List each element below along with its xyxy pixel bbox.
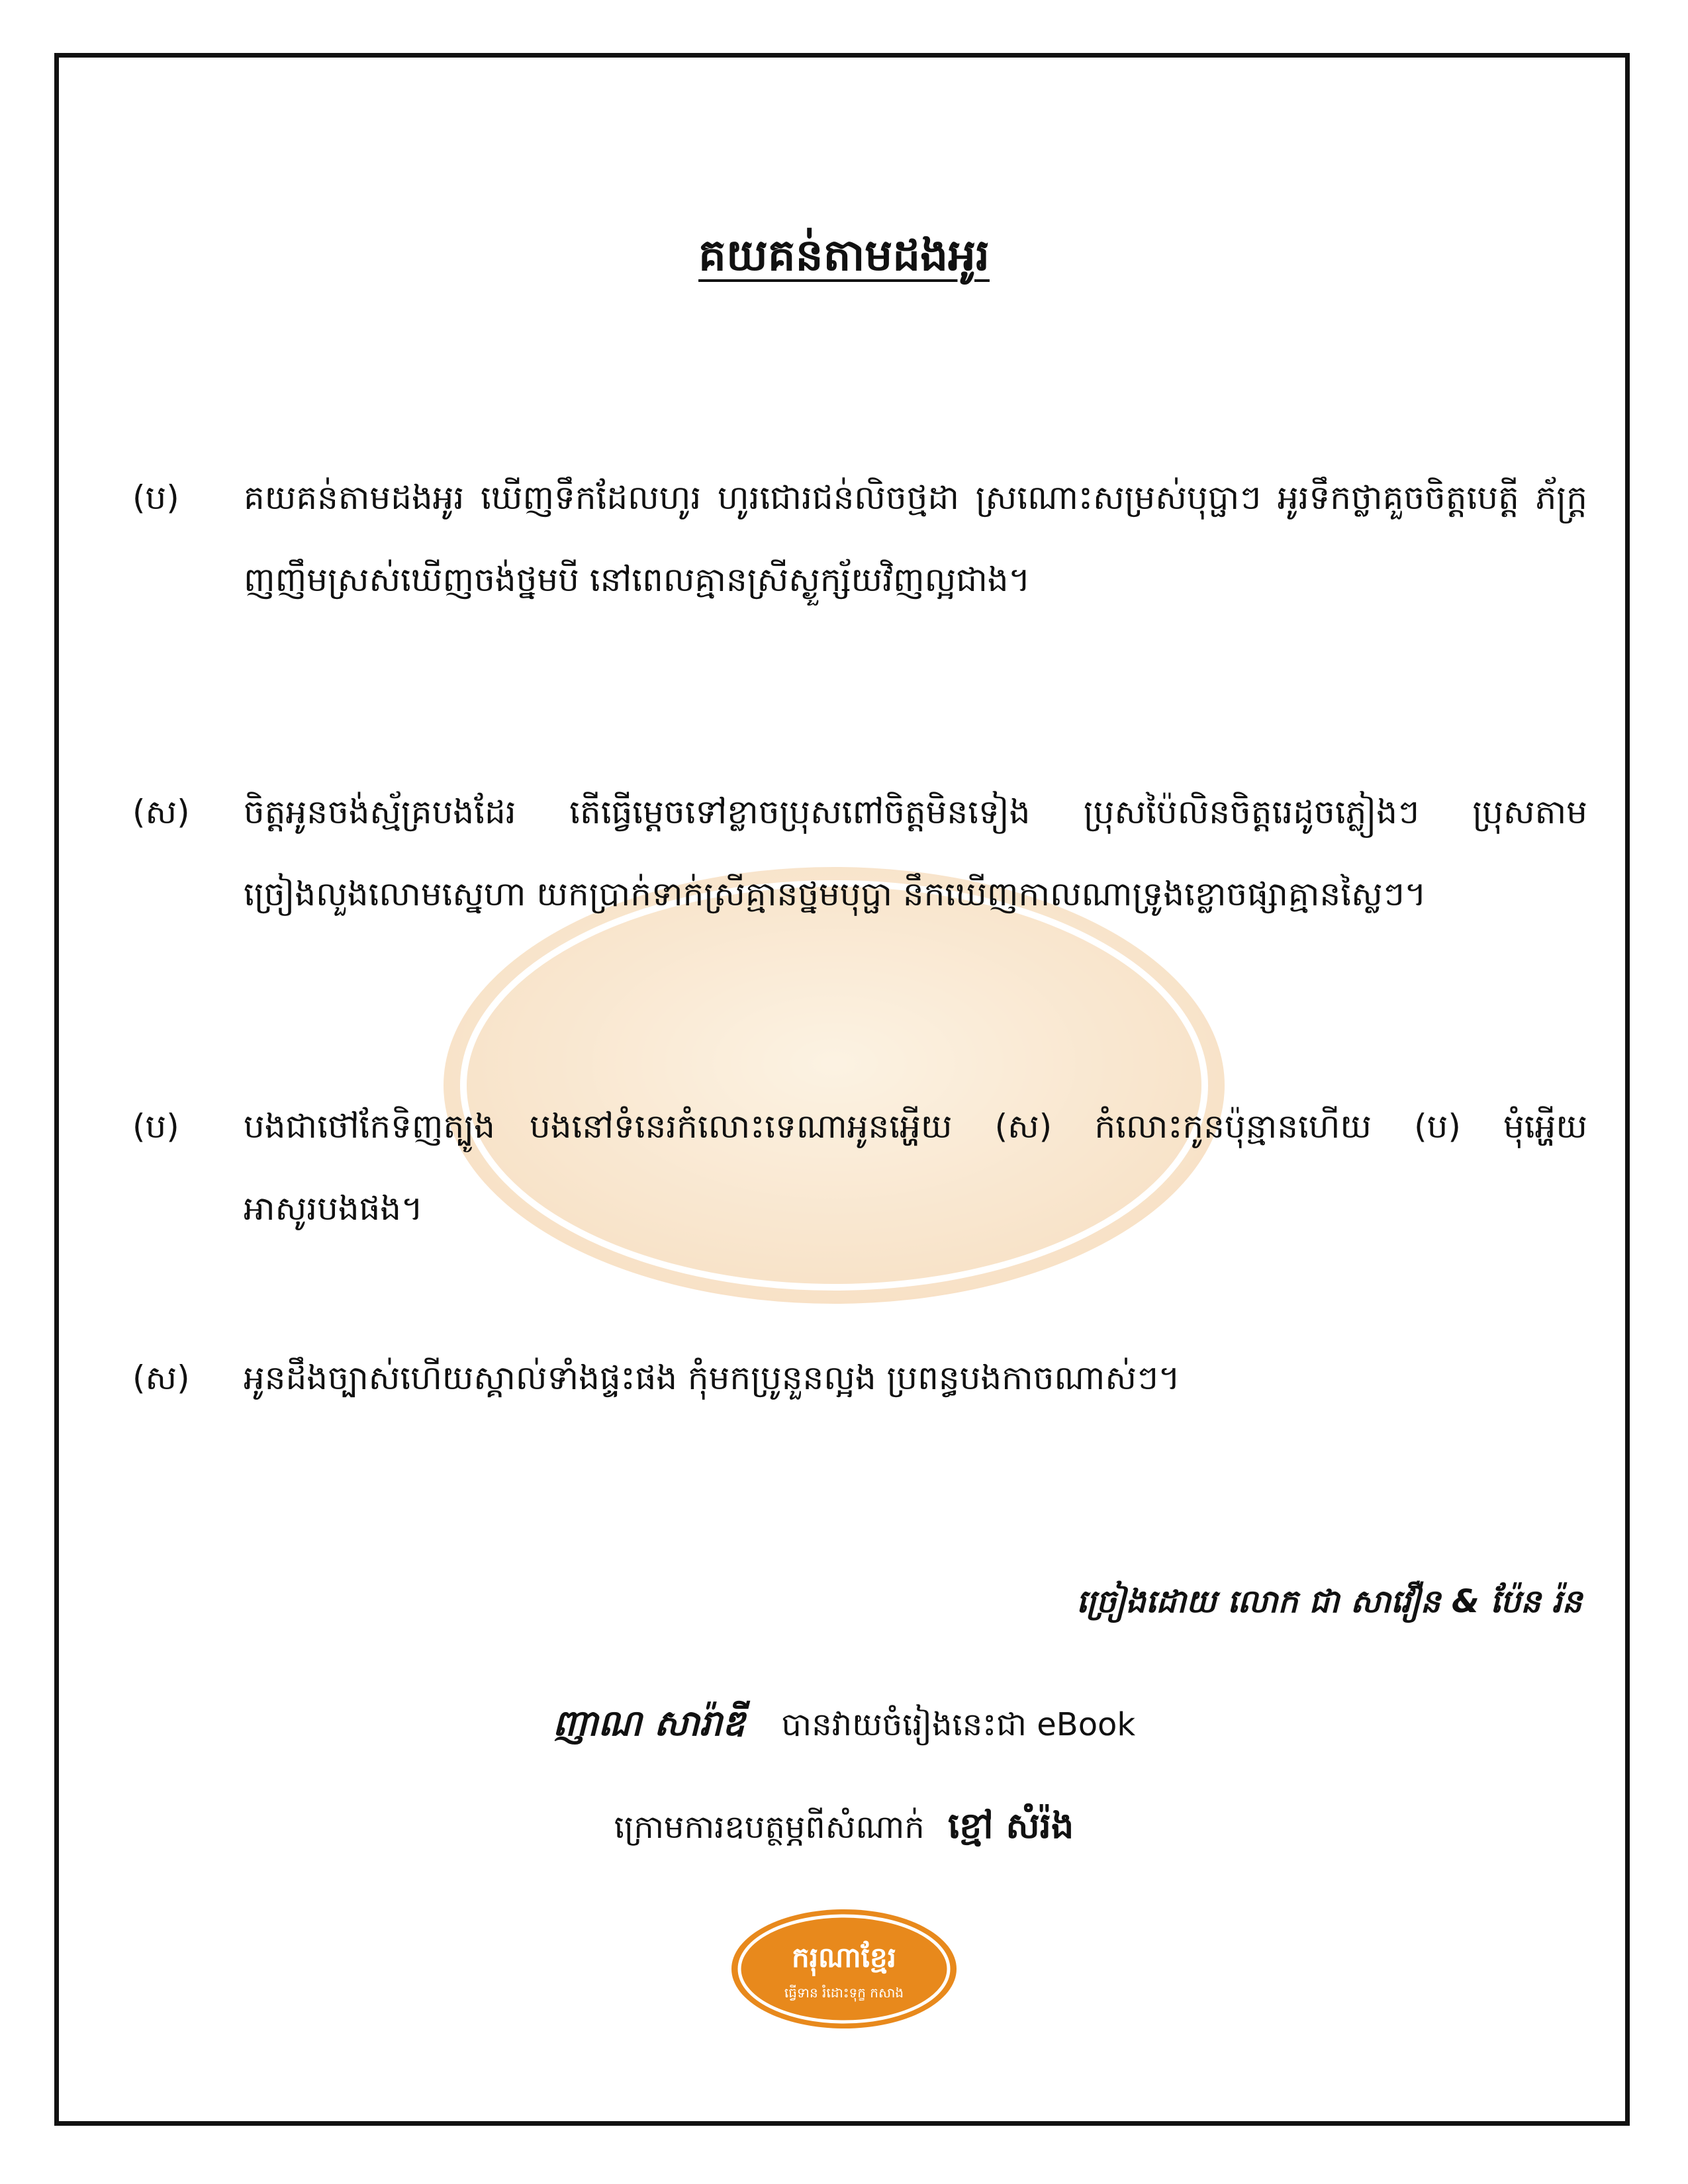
singer-marker-inline: (ស) bbox=[994, 1107, 1053, 1146]
song-title: គយគន់តាមដងអូរ bbox=[698, 229, 990, 281]
stanza-4 bbox=[132, 1337, 1589, 1430]
stanza-text: គយគន់តាមដងអូរ ឃើញទឹកដែលហូរ ហូរជោរជន់លិចថ្មដា ស្រណោះសម្រស់បុប្ផាៗ អូរទឹកថ្លាគួចចិត្តបេតី្ត ភ័ក្រ្តញញឹមស្រស់ឃើញចង់ថ្នមបី នៅពេលគ្មានស្រីស្ងួក្ស័យវិញល្អជាង។ bbox=[244, 478, 1587, 599]
singer-marker: (ប) bbox=[132, 1107, 179, 1146]
singer-marker: (ស) bbox=[132, 793, 190, 831]
singer-marker: (ស) bbox=[132, 1359, 190, 1397]
singer-credit: ច្រៀងដោយ លោក ជា សាវឿន & ប៉ែន រ៉ន bbox=[1076, 1583, 1582, 1620]
stanza-3 bbox=[132, 1085, 1589, 1257]
stanza-text-part: កំលោះកូនប៉ុន្មានហើយ bbox=[1094, 1107, 1372, 1146]
karuna-khmer-logo bbox=[728, 1906, 960, 2032]
stanza-text bbox=[244, 1085, 1587, 1250]
logo-name: ករុណាខ្មែរ bbox=[792, 1941, 896, 1974]
sponsor-line bbox=[0, 1803, 1688, 1856]
stanza-text-part: មុំអ្ហើយអាសូរបងផង។ bbox=[244, 1107, 1587, 1228]
singer-marker: (ប) bbox=[132, 478, 179, 517]
ebook-credit-line bbox=[0, 1701, 1688, 1753]
stanza-1 bbox=[132, 457, 1589, 708]
stanza-2 bbox=[132, 771, 1589, 1023]
typist-name: ញាណ សារ៉ាឌី bbox=[552, 1702, 745, 1744]
sponsor-name: ខ្មៅ សំរ៉ង bbox=[948, 1805, 1074, 1846]
singer-marker-inline: (ប) bbox=[1414, 1107, 1461, 1146]
logo-motto: ធ្វើទាន រំដោះទុក្ខ កសាង bbox=[784, 1985, 904, 2001]
stanza-text: អូនដឹងច្បាស់ហើយស្គាល់ទាំងផ្ទះផង កុំមកប្រូនួនល្អង ប្រពន្ធបងកាចណាស់ៗ។ bbox=[244, 1359, 1180, 1397]
sponsor-label: ក្រោមការឧបត្ថម្ភពីសំណាក់ bbox=[614, 1809, 925, 1846]
stanza-text: ចិត្តអូនចង់ស្ម័គ្របងដែរ តើធ្វើម្ដេចទៅខ្លាចប្រុសពៅចិត្តមិនទៀង ប្រុសប៉ៃលិនចិត្តរេដូចភ្លៀងៗ ប្រុសតាមច្រៀងលួងលោមស្នេហា យកប្រាក់ទាក់ស្រីគ្មានថ្នមបុប្ផា នឹកឃើញកាលណាទ្រូងខ្លោចផ្សាគ្មានស្លៃៗ។ bbox=[244, 793, 1587, 913]
ebook-credit-text: បានវាយចំរៀងនេះជា eBook bbox=[781, 1706, 1136, 1743]
stanza-text-part: បងជាថៅកែទិញត្បូង បងនៅទំនេរកំលោះទេណាអូនអ្ហើយ bbox=[244, 1107, 953, 1146]
